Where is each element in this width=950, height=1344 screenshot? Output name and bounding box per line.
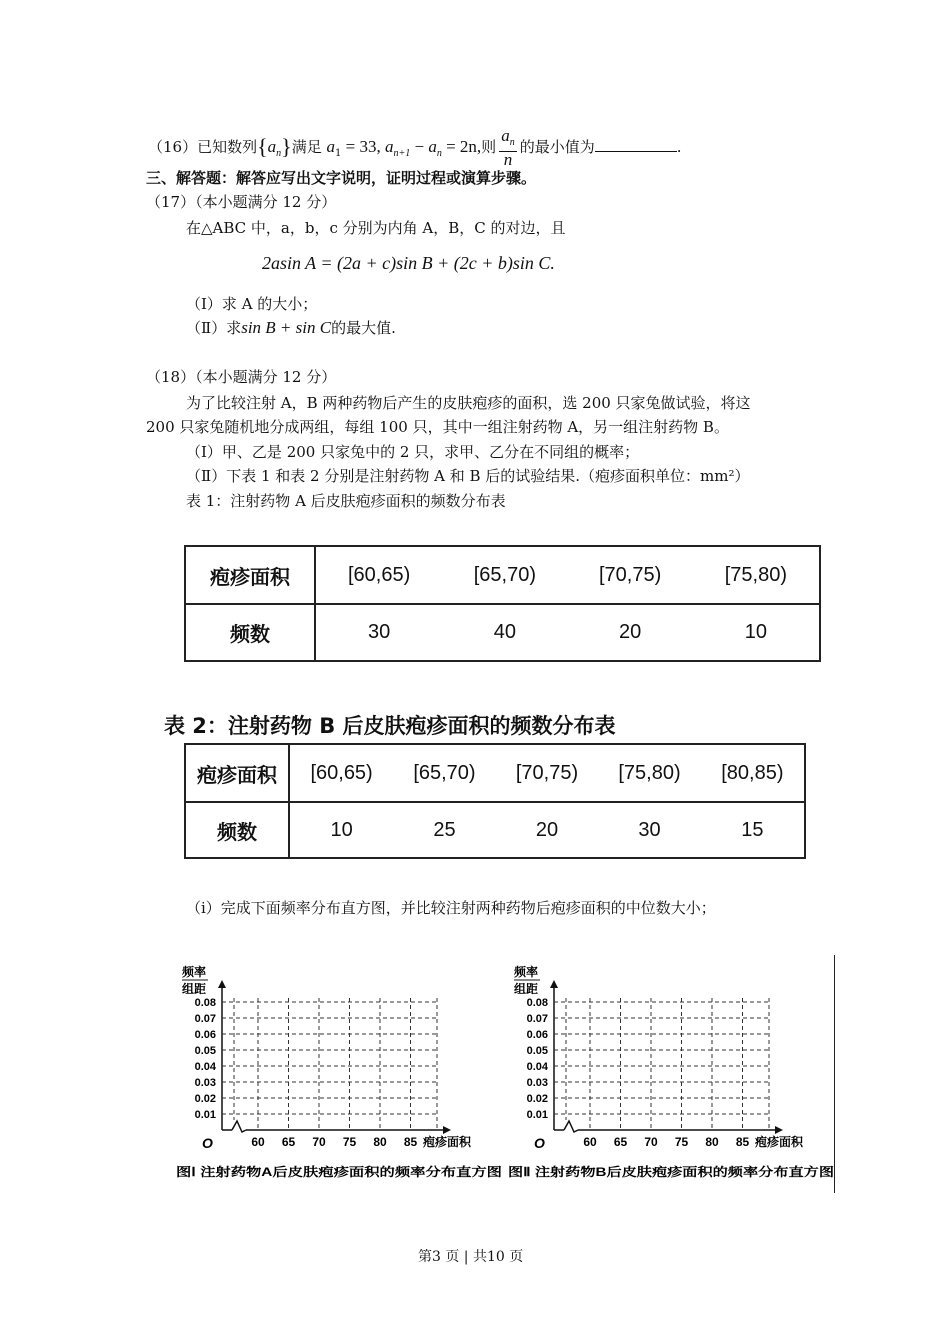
x-tick-label: 65 [613, 1135, 628, 1149]
table1-freq: 40 [442, 604, 567, 661]
q17-header: （17）（本小题满分 12 分） [146, 193, 337, 211]
q17-stem: 在△ABC 中，a，b，c 分别为内角 A，B，C 的对边，且 [186, 219, 566, 237]
table1-freq: 20 [567, 604, 692, 661]
y-axis-arrow [550, 980, 558, 988]
q18-stem-line1: 为了比较注射 A，B 两种药物后产生的皮肤疱疹的面积，选 200 只家兔做试验，将这 [186, 394, 751, 412]
page-footer: 第3 页 | 共10 页 [418, 1249, 524, 1265]
y-tick-label: 0.06 [194, 1029, 216, 1041]
q17-part2: （Ⅱ）求sin B + sin C的最大值. [186, 318, 396, 337]
y-tick-label: 0.03 [526, 1077, 548, 1089]
table1-row1-label: 疱疹面积 [185, 546, 315, 604]
y-tick-label: 0.01 [194, 1109, 216, 1121]
table1-freq: 30 [315, 604, 442, 661]
table2-interval: [80,85) [701, 744, 805, 802]
q18-part2: （Ⅱ）下表 1 和表 2 分别是注射药物 A 和 B 后的试验结果.（疱疹面积单位：mm²） [186, 467, 750, 485]
x-axis-arrow [443, 1126, 451, 1134]
q16-mid: 满足 [291, 138, 322, 156]
chart-caption: 图Ⅱ 注射药物B后皮肤疱疹面积的频率分布直方图 [508, 1165, 766, 1179]
y-tick-label: 0.08 [194, 997, 216, 1009]
q18-stem-line2: 200 只家兔随机地分成两组，每组 100 只，其中一组注射药物 A，另一组注射药物 B。 [146, 418, 729, 436]
q16-fraction: $\frac{a_n}{n}$ [501, 126, 515, 169]
x-tick-label: 60 [251, 1135, 265, 1149]
y-axis-label-top: 频率 [182, 965, 207, 979]
x-tick-label: 70 [312, 1135, 326, 1149]
table2-freq: 25 [393, 802, 496, 858]
y-tick-label: 0.05 [194, 1045, 216, 1057]
table1-interval: [70,75) [567, 546, 692, 604]
x-tick-label: 60 [583, 1135, 597, 1149]
x-tick-label: 75 [674, 1135, 689, 1149]
table1-row2-label: 频数 [185, 604, 315, 661]
origin-label: O [202, 1135, 213, 1151]
x-tick-label: 85 [735, 1135, 750, 1149]
q17-formula: 2asin A = (2a + c)sin B + (2c + b)sin C. [262, 253, 555, 273]
table2 [184, 743, 806, 859]
x-tick-label: 65 [281, 1135, 296, 1149]
table1-interval: [65,70) [442, 546, 567, 604]
x-tick-label: 75 [342, 1135, 357, 1149]
x-axis-break [564, 1121, 578, 1132]
y-tick-label: 0.05 [526, 1045, 548, 1057]
y-tick-label: 0.01 [526, 1109, 548, 1121]
x-tick-label: 85 [403, 1135, 418, 1149]
y-axis-arrow [218, 980, 226, 988]
table2-row1-label: 疱疹面积 [185, 744, 289, 802]
x-tick-label: 70 [644, 1135, 658, 1149]
x-axis-arrow [775, 1126, 783, 1134]
x-tick-label: 80 [705, 1135, 719, 1149]
histogram-chart-2 [504, 962, 844, 1192]
table2-interval: [60,65) [289, 744, 393, 802]
q16-suffix: 的最小值为 [519, 138, 595, 156]
x-tick-label: 80 [373, 1135, 387, 1149]
table2-interval: [70,75) [496, 744, 599, 802]
table2-freq: 15 [701, 802, 805, 858]
x-axis-break [232, 1121, 246, 1132]
answer-blank [595, 137, 677, 152]
x-axis-label: 疱疹面积 [755, 1135, 804, 1149]
table1-caption: 表 1：注射药物 A 后皮肤疱疹面积的频数分布表 [186, 492, 506, 510]
q16-seq: a [267, 137, 277, 156]
q18-part-i: （ⅰ）完成下面频率分布直方图，并比较注射两种药物后疱疹面积的中位数大小； [186, 899, 716, 917]
y-axis-label-bottom: 组距 [514, 982, 539, 996]
y-tick-label: 0.02 [194, 1093, 216, 1105]
origin-label: O [534, 1135, 545, 1151]
y-tick-label: 0.02 [526, 1093, 548, 1105]
table2-freq: 10 [289, 802, 393, 858]
table2-freq: 30 [598, 802, 701, 858]
table1 [184, 545, 821, 662]
y-tick-label: 0.03 [194, 1077, 216, 1089]
y-tick-label: 0.07 [526, 1013, 548, 1025]
table1-interval: [75,80) [693, 546, 820, 604]
histogram-chart-1 [172, 962, 512, 1192]
q18-header: （18）（本小题满分 12 分） [146, 368, 337, 386]
chart-caption: 图Ⅰ 注射药物A后皮肤疱疹面积的频率分布直方图 [176, 1165, 432, 1179]
y-tick-label: 0.08 [526, 997, 548, 1009]
table2-interval: [75,80) [598, 744, 701, 802]
y-tick-label: 0.06 [526, 1029, 548, 1041]
y-axis-label-top: 频率 [514, 965, 539, 979]
y-tick-label: 0.04 [526, 1061, 548, 1073]
y-tick-label: 0.07 [194, 1013, 216, 1025]
table2-freq: 20 [496, 802, 599, 858]
q16-line: （16）已知数列$\{a_n\}$满足 $a_1 = 33$, $a_{n+1} - a_n = 2n$,则 $\frac{a_n}{n}$ 的最小值为 . [148, 126, 682, 169]
table2-row2-label: 频数 [185, 802, 289, 858]
x-axis-label: 疱疹面积 [423, 1135, 472, 1149]
right-border-line [834, 955, 835, 1193]
table2-caption: 表 2：注射药物 B 后皮肤疱疹面积的频数分布表 [164, 714, 616, 738]
section-3-heading: 三、解答题：解答应写出文字说明，证明过程或演算步骤。 [146, 169, 537, 187]
table1-interval: [60,65) [315, 546, 442, 604]
table2-interval: [65,70) [393, 744, 496, 802]
q18-part1: （Ⅰ）甲、乙是 200 只家兔中的 2 只，求甲、乙分在不同组的概率； [186, 443, 640, 461]
y-axis-label-bottom: 组距 [182, 982, 207, 996]
table1-freq: 10 [693, 604, 820, 661]
q17-part1: （Ⅰ）求 A 的大小； [186, 295, 318, 313]
q16-prefix: （16）已知数列 [148, 138, 258, 156]
y-tick-label: 0.04 [194, 1061, 216, 1073]
